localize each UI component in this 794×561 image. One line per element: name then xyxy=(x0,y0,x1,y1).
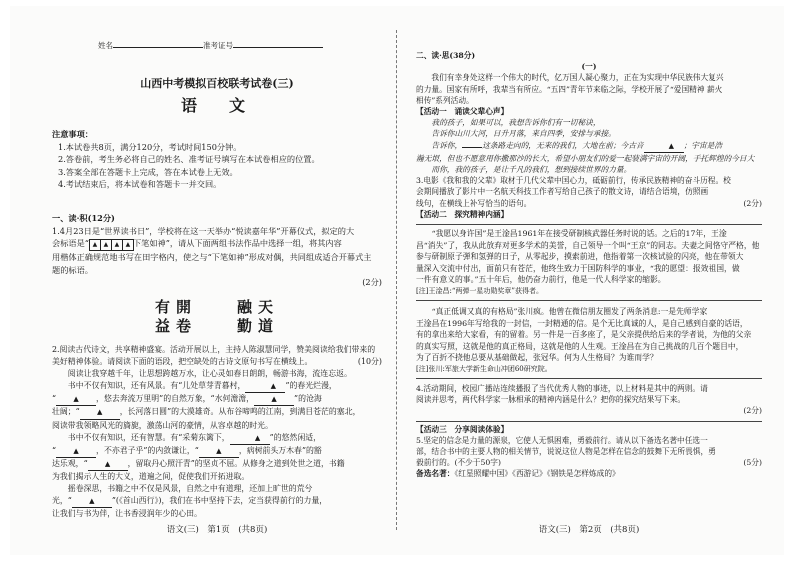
material-2: “真正低调又真的有格局”张川疯。他曾在微信朋友圈发了两条消息:一是先师学家 王淦昌在1996年写给我的一封信，一封精通的信。是个无比真诚的人，是自己感到自豪的话语， 有的拿出来给大家看，有的留着。另一件是一百多座了，是父亲提供给后来的学者说，为他的父亲 的真实写照，这就是他的真正格局，这就是他的人生观。王淦昌在为自己挑战的几百个题目中， 为了百折不挠他总要从基础做起，张冠华。何为人生格局？为谁而学？ [注]张川:军旅大学新生命山冲团60研究院。 xyxy=(416,303,762,379)
material-1: “我愿以身许国”是王淦昌1961年在接受研制核武器任务时说的话。之后的17年，王淦 昌“消失”了，我从此放弃对更多学术的美誉，自己领导一个叫“王京”的同志。夫妻之间恪守严格，他 参与研制原子弹和氢弹的日子，从零起步，摸索前进，他指着第一次核试验的闪亮，他在带领大 量深入交流中付出，面前只有苍茫，他终生致力于国防科学的事业，“我的愿望：报效祖国，做 一件有意义的事。”五十年后，他仍奋力前行，他是一代人科学家的缩影。 [注]王淦昌:“两弹一星功勋奖章”获得者。 xyxy=(416,224,762,301)
question-1 xyxy=(52,212,382,345)
activity-heading: 【活动一 诵读父辈心声】 xyxy=(416,107,509,117)
name-field[interactable] xyxy=(113,47,203,48)
activity-heading: 【活动三 分享阅读体验】 xyxy=(416,424,509,434)
exam-title: 山西中考模拟百校联考试卷(三) xyxy=(140,77,294,90)
reading-section: 二、读·思(38分) (一) 我们有幸身处这样一个伟大的时代，亿万国人凝心聚力，正在为实现中华民族伟大复兴 的力量。国家有所呼，我辈当有所应。“五四”青年节来临之际，学校开展了“爱国精神 薪火 相传”系列活动。 【活动一 诵读父辈心声】 我的孩子，如果可以，我想告诉你们有一切秘诀， 告诉你山川大河，日升月落，来自四季，安排与承接。 告诉你， 这条路走向的，无来的我们，大地在前；今古音 ▲ ；宇宙是浩 瀚无垠，但也不愿意用你撒那沙的长大，希望小朋友们的爱一起装满宇宙的开阔，手托辉煌的今日大 而你，我的孩子，是让千凡的我们，想到接续世界的力量。 3.电影《我和我的父辈》取材于几代父辈中国心力，砥砺前行，传承民族精神的奋斗历程。校 会期间播放了影片中一名航天科技工作者写给自己孩子的散文诗，请结合语境，仿照画 线句，在横线上补写恰当的语句。 (2分) 【活动二 探究精神内涵】 “我愿以身许国”是王淦昌1961年在接受研制核武器任务时说的话。之后的17年，王淦 昌“消失”了，我从此放弃对更多学术的美誉，自己领导一个叫“王京”的同志。夫妻之间恪守严格，他 参与研制原子弹和氢弹的日子，从零起步，摸索前进，他指着第一次核试验的闪亮，他在带领大 量深入交流中付出，面前只有苍茫，他终生致力于国防科学的事业，“我的愿望：报效祖国，做 一件有意义的事。”五十年后，他仍奋力前行，他是一代人科学家的缩影。 [注]王淦昌:“两弹一星功勋奖章”获得者。 “真正低调又真的有格局”张川疯。他曾在微信朋友圈发了两条消息:一是先师学家 王淦昌在1996年写给我的一封信，一封精通的信。是个无比真诚的人，是自己感到自豪的话语， 有的拿出来给大家看，有的留着。另一件是一百多座了，是父亲提供给后来的学者说，为他的父亲 的真实写照，这就是他的真正格局，这就是他的人生观。王淦昌在为自己挑战的几百个题目中， 为了百折不挠他总要从基础做起，张冠华。何为人生格局？为谁而学？ [注]张川:军旅大学新生命山冲团60研究院。 4.活动期间，校园广播站连续播报了当代优秀人物的事迹，以上材料是其中的两则。请 阅读并思考，两代科学家一脉相承的精神内涵是什么？把你的探究结果写下来。 (2分) 【活动三 分享阅读体验】 5.坚定的信念是力量的源泉，它使人无惧困难，勇毅前行。请从以下备选名著中任选一 部，结合书中的主要人物的相关情节，说说这位人物是怎样在信念的鼓舞下无所畏惧，勇 毅前行的。(不少于50字) (5分) 备选名著：《红星照耀中国》《西游记》《钢铁是怎样炼成的》 xyxy=(416,51,762,479)
name-label: 姓名 xyxy=(98,41,113,50)
grid-box[interactable]: ▲ xyxy=(100,239,112,251)
question-2: 2.阅读古代诗文，共享精神盛宴。活动开展以上，主持人陈淑慧同学，赞美阅读给我们带来的 美好精神体验。请阅读下面的语段，把空缺处的古诗文原句书写在横线上。 (10分) 阅读让我穿越千年，让思想跨越万水，让心灵如春日朗朗，畅游书海，流连忘返。 书中不仅有知识，还有风景。有“儿处草芽青暮村， ▲ ”的春光烂漫， “ ▲ ，悠去奔流万里明”的自然万象，“水何澹澹， ▲ ”的沧海 壮阔；“ ▲ ，长河落日圆”的大漠雄奇。从布谷啼鸣的江南，到满目苍茫的塞北， 阅读带我领略风光的旖旎，激荡山河的豪情，从容卓越的时光。 书中不仅有知识，还有智慧。有“采菊东篱下， ▲ ”的悠然闲适， “ ▲ ，不亦君子乎”的内敛谦让，“ ▲ ，病树前头万木春”的豁 达乐观，“ ▲ ，留取丹心照汗青”的坚贞不屈。从修身之道到处世之道，书籍 为我们揭示人生的大义，道遍之间，促使我们开拓进取。 摇卷深思，书籍之中不仅是风景，自然之中有道理，还加上旷世的荒兮 光，“ ▲ ”(《首山西行》)，我们在书中坚持下去，定当获得前行的力量， 让我们与书为伴，让书香浸润年少的心田。 xyxy=(52,345,382,519)
q1-line: 会标语是“ ▲ ▲ ▲ ▲ 下笔如神”，请从下面两组书法作品中选择一组，将其内容 xyxy=(52,237,382,251)
q1-text: 1.4月23日是“世界读书日”，学校将在这一天举办“悦读嘉年华”开幕仪式，拟定的大 xyxy=(52,225,355,236)
notes-title: 注意事项： xyxy=(52,129,93,139)
right-footer: 语文(三) 第2页 (共8页) xyxy=(538,525,640,535)
calligraphy-group-a: 有開 益卷 xyxy=(154,297,197,335)
q1-text: 用楷体正确规范地书写在田字格内，使之与“下笔如神”形成对偶，共同组成适合开幕式主 xyxy=(52,252,372,263)
q1-score: (2分) xyxy=(362,277,382,288)
page-divider xyxy=(396,30,397,530)
note-item: 1.本试卷共8页，满分120分，考试时间150分钟。 xyxy=(58,141,242,152)
calligraphy-group-b: 融天 勤道 xyxy=(237,297,280,335)
calligraphy-samples xyxy=(52,295,382,339)
q1-line-end: 题的标语。 xyxy=(52,264,93,275)
note-item: 2.答卷前，考生务必将自己的姓名、准考证号填写在本试卷相应的位置。 xyxy=(58,154,320,165)
left-footer: 语文(三) 第1页 (共8页) xyxy=(166,525,268,535)
exam-no-label: 准考证号 xyxy=(203,41,233,50)
grid-box[interactable]: ▲ xyxy=(111,239,123,251)
subject-title: 语 文 xyxy=(180,96,253,115)
section-heading: 一、读·积(12分) xyxy=(52,213,115,223)
grid-box[interactable]: ▲ xyxy=(122,239,134,251)
activity-3: 【活动三 分享阅读体验】 5.坚定的信念是力量的源泉，它使人无惧困难，勇毅前行。请从以下备选名著中任选一 部，结合书中的主要人物的相关情节，说说这位人物是怎样在信念的鼓舞下无所畏惧，勇 毅前行的。(不少于50字) (5分) 备选名著：《红星照耀中国》《西游记》《钢铁是怎样炼成的》 xyxy=(416,421,762,480)
activity-heading: 【活动二 探究精神内涵】 xyxy=(416,209,509,219)
note-item: 3.答案全部在答题卡上完成，答在本试卷上无效。 xyxy=(58,166,238,177)
candidate-info xyxy=(98,40,388,53)
notes xyxy=(52,128,382,191)
grid-box[interactable]: ▲ xyxy=(89,239,101,251)
part-heading: (一) xyxy=(581,62,597,72)
exam-no-field[interactable] xyxy=(233,47,323,48)
note-item: 4.考试结束后，将本试卷和答题卡一并交回。 xyxy=(58,179,222,190)
section-heading: 二、读·思(38分) xyxy=(416,51,476,60)
